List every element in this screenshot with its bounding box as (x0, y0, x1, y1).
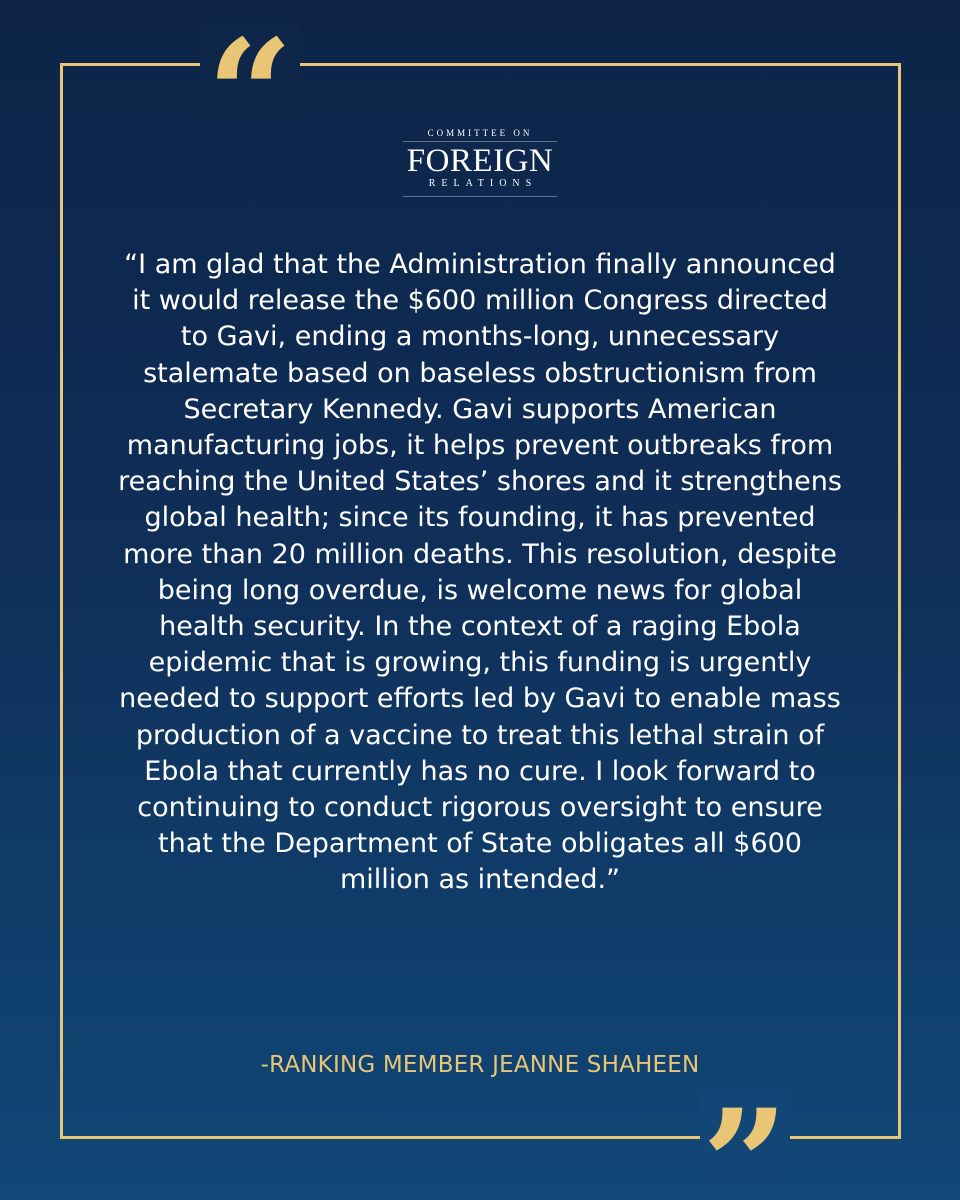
logo-line-foreign: FOREIGN (406, 143, 554, 179)
logo-divider (403, 141, 557, 142)
attribution: -RANKING MEMBER JEANNE SHAHEEN (260, 1052, 700, 1078)
logo-line-committee-on: COMMITTEE ON (427, 128, 533, 138)
quote-body: “I am glad that the Administration finally announced it would release the $600 million Congress directed to Gavi, ending a months-long, unnecessary stalemate based on baseless obstructionism from Secretary Kennedy. Gavi supports American manufacturing jobs, it helps prevent outbreaks from reaching the United States’ shores and it strengthens global health; since its founding, it has prevented more than 20 million deaths. This resolution, despite being long overdue, is welcome news for global health security. In the context of a raging Ebola epidemic that is growing, this funding is urgently needed to support efforts led by Gavi to enable mass production of a vaccine to treat this lethal strain of Ebola that currently has no cure. I look forward to continuing to conduct rigorous oversight to ensure that the Department of State obligates all $600 million as intended.” (118, 249, 842, 896)
logo-line-relations: RELATIONS (428, 178, 538, 189)
open-quote-mark: “ (200, 20, 300, 120)
logo-divider-bottom (403, 196, 557, 197)
committee-logo (0, 128, 960, 197)
close-quote-mark: ” (701, 1090, 789, 1180)
